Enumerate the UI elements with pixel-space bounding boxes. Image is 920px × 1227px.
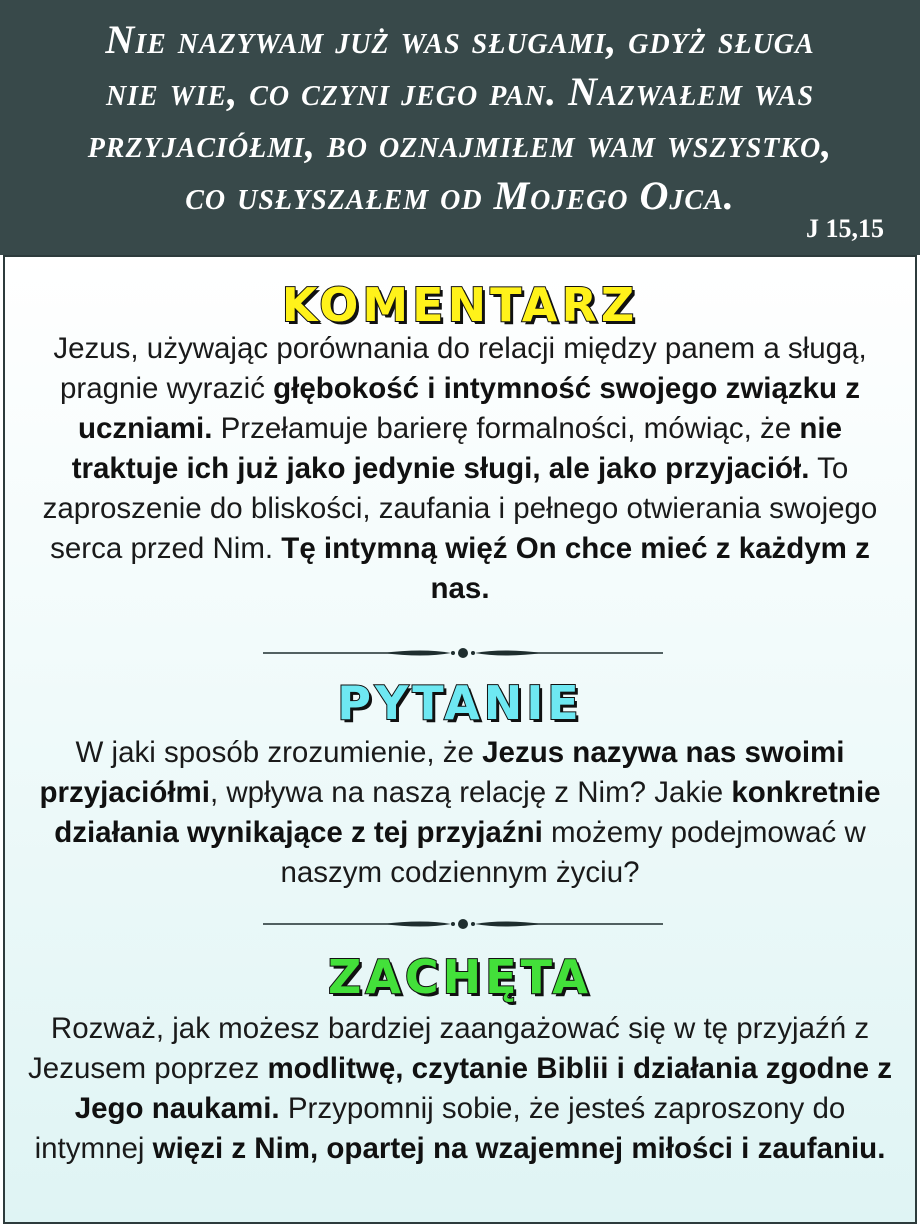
komentarz-heading: KOMENTARZ <box>281 278 639 332</box>
zacheta-text <box>23 1009 897 1169</box>
text-segment: W jaki sposób zrozumienie, że <box>75 736 483 769</box>
emphasis-text: głębokość i intymność swojego związku z uczniami. <box>78 372 860 445</box>
text-segment: Rozważ, jak możesz bardziej zaangażować się w tę przyjaźń z Jezusem poprzez <box>28 1012 870 1085</box>
emphasis-text: nie traktuje ich już jako jedynie sługi, ale jako przyjaciół. <box>71 412 842 485</box>
quote-reference: J 15,15 <box>806 214 884 243</box>
bible-quote <box>14 14 906 222</box>
quote-line: co usłyszałem od Mojego Ojca. <box>185 173 735 218</box>
pytanie-text <box>23 733 897 893</box>
text-segment: Jezus, używając porównania do relacji między panem a sługą, pragnie wyrazić <box>53 332 867 405</box>
komentarz-text <box>23 329 897 609</box>
emphasis-text: konkretnie działania wynikające z tej przyjaźni <box>54 776 881 849</box>
text-segment: możemy podejmować w naszym codziennym życiu? <box>280 816 866 889</box>
text-segment: To zaproszenie do bliskości, zaufania i pełnego otwierania swojego serca przed Nim. <box>42 452 878 565</box>
emphasis-text: modlitwę, czytanie Biblii i działania zgodne z Jego naukami. <box>74 1052 892 1125</box>
zacheta-heading: ZACHĘTA <box>327 950 593 1004</box>
content-panel <box>3 255 917 1224</box>
quote-banner <box>0 0 920 255</box>
quote-line: nie wie, co czyni jego pan. Nazwałem was <box>105 69 815 114</box>
ornamental-divider <box>263 917 663 931</box>
quote-line: przyjaciółmi, bo oznajmiłem wam wszystko, <box>87 121 833 166</box>
emphasis-text: Tę intymną więź On chce mieć z każdym z nas. <box>281 532 870 605</box>
emphasis-text: Jezus nazywa nas swoimi przyjaciółmi <box>39 736 845 809</box>
text-segment: , wpływa na naszą relację z Nim? Jakie <box>209 776 732 809</box>
text-segment: Przełamuje barierę formalności, mówiąc, że <box>212 412 800 445</box>
emphasis-text: więzi z Nim, opartej na wzajemnej miłości i zaufaniu. <box>152 1132 886 1165</box>
pytanie-heading: PYTANIE <box>337 676 583 730</box>
text-segment: Przypomnij sobie, że jesteś zaproszony do intymnej <box>34 1092 846 1165</box>
quote-line: Nie nazywam już was sługami, gdyż sługa <box>105 17 815 62</box>
ornamental-divider <box>263 646 663 660</box>
